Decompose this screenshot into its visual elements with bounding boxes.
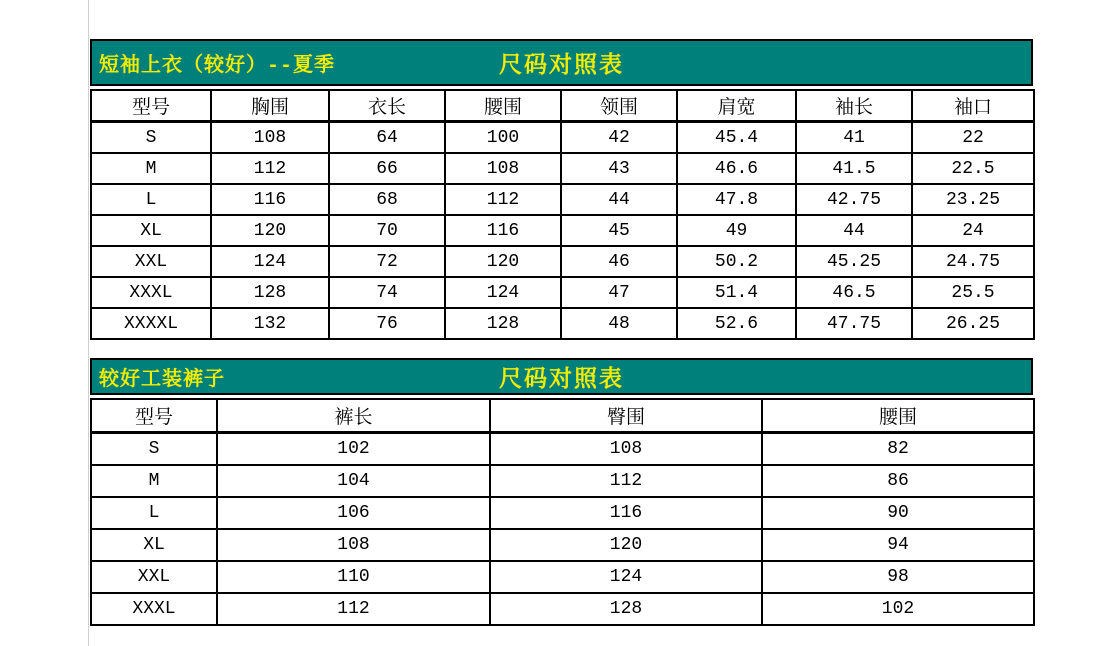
size-label-cell: XXXXL: [91, 308, 211, 339]
table-row: [91, 246, 1034, 277]
measurement-cell: 25.5: [912, 277, 1034, 308]
column-header-cell: 袖口: [912, 90, 1034, 122]
measurement-cell: 23.25: [912, 184, 1034, 215]
column-header-row: [91, 90, 1034, 122]
chart-subtitle: 尺码对照表: [499, 367, 624, 393]
table-row: [91, 122, 1034, 154]
shirt-chart-title-bar: [90, 39, 1033, 86]
column-header-row: [91, 399, 1034, 433]
measurement-cell: 24: [912, 215, 1034, 246]
measurement-cell: 94: [762, 529, 1034, 561]
table-row: [91, 277, 1034, 308]
measurement-cell: 120: [211, 215, 329, 246]
measurement-cell: 52.6: [677, 308, 796, 339]
measurement-cell: 41.5: [796, 153, 912, 184]
measurement-cell: 47: [561, 277, 677, 308]
shirt-size-chart: [90, 39, 1033, 340]
measurement-cell: 42: [561, 122, 677, 154]
measurement-cell: 70: [329, 215, 445, 246]
measurement-cell: 102: [217, 433, 490, 466]
measurement-cell: 45.25: [796, 246, 912, 277]
measurement-cell: 22: [912, 122, 1034, 154]
column-header-cell: 型号: [91, 90, 211, 122]
measurement-cell: 68: [329, 184, 445, 215]
measurement-cell: 45: [561, 215, 677, 246]
pants-chart-title-bar: [90, 358, 1033, 395]
measurement-cell: 132: [211, 308, 329, 339]
table-row: [91, 529, 1034, 561]
measurement-cell: 43: [561, 153, 677, 184]
measurement-cell: 108: [217, 529, 490, 561]
size-label-cell: XXXL: [91, 277, 211, 308]
measurement-cell: 82: [762, 433, 1034, 466]
measurement-cell: 46: [561, 246, 677, 277]
measurement-cell: 50.2: [677, 246, 796, 277]
column-header-cell: 腰围: [445, 90, 561, 122]
size-label-cell: S: [91, 122, 211, 154]
pants-size-chart: [90, 358, 1033, 626]
measurement-cell: 116: [211, 184, 329, 215]
measurement-cell: 102: [762, 593, 1034, 625]
measurement-cell: 124: [445, 277, 561, 308]
column-header-cell: 型号: [91, 399, 217, 433]
column-header-cell: 臀围: [490, 399, 762, 433]
measurement-cell: 112: [211, 153, 329, 184]
size-label-cell: L: [91, 184, 211, 215]
measurement-cell: 112: [217, 593, 490, 625]
measurement-cell: 116: [490, 497, 762, 529]
measurement-cell: 120: [445, 246, 561, 277]
size-label-cell: XXL: [91, 246, 211, 277]
table-row: [91, 308, 1034, 339]
measurement-cell: 124: [490, 561, 762, 593]
measurement-cell: 76: [329, 308, 445, 339]
table-row: [91, 433, 1034, 466]
size-label-cell: XL: [91, 529, 217, 561]
measurement-cell: 41: [796, 122, 912, 154]
size-label-cell: XXL: [91, 561, 217, 593]
measurement-cell: 74: [329, 277, 445, 308]
measurement-cell: 104: [217, 465, 490, 497]
size-label-cell: M: [91, 153, 211, 184]
measurement-cell: 90: [762, 497, 1034, 529]
measurement-cell: 108: [211, 122, 329, 154]
measurement-cell: 49: [677, 215, 796, 246]
measurement-cell: 46.5: [796, 277, 912, 308]
chart-title: 较好工装裤子: [99, 368, 225, 392]
measurement-cell: 47.8: [677, 184, 796, 215]
column-header-cell: 衣长: [329, 90, 445, 122]
measurement-cell: 98: [762, 561, 1034, 593]
measurement-cell: 22.5: [912, 153, 1034, 184]
column-header-cell: 袖长: [796, 90, 912, 122]
shirt-size-table: [90, 89, 1035, 340]
table-row: [91, 561, 1034, 593]
measurement-cell: 64: [329, 122, 445, 154]
table-row: [91, 184, 1034, 215]
chart-title: 短袖上衣（较好）--夏季: [99, 54, 336, 78]
measurement-cell: 47.75: [796, 308, 912, 339]
size-label-cell: L: [91, 497, 217, 529]
measurement-cell: 42.75: [796, 184, 912, 215]
measurement-cell: 128: [445, 308, 561, 339]
measurement-cell: 120: [490, 529, 762, 561]
column-header-cell: 裤长: [217, 399, 490, 433]
column-header-cell: 腰围: [762, 399, 1034, 433]
measurement-cell: 124: [211, 246, 329, 277]
column-header-cell: 肩宽: [677, 90, 796, 122]
measurement-cell: 100: [445, 122, 561, 154]
column-header-cell: 领围: [561, 90, 677, 122]
measurement-cell: 44: [561, 184, 677, 215]
measurement-cell: 24.75: [912, 246, 1034, 277]
table-row: [91, 215, 1034, 246]
measurement-cell: 128: [490, 593, 762, 625]
size-label-cell: XXXL: [91, 593, 217, 625]
measurement-cell: 128: [211, 277, 329, 308]
measurement-cell: 44: [796, 215, 912, 246]
chart-subtitle: 尺码对照表: [499, 53, 624, 79]
measurement-cell: 86: [762, 465, 1034, 497]
table-row: [91, 153, 1034, 184]
measurement-cell: 108: [445, 153, 561, 184]
size-label-cell: S: [91, 433, 217, 466]
gridline: [88, 0, 89, 646]
pants-size-table: [90, 398, 1035, 626]
measurement-cell: 46.6: [677, 153, 796, 184]
table-row: [91, 497, 1034, 529]
size-label-cell: XL: [91, 215, 211, 246]
table-row: [91, 465, 1034, 497]
column-header-cell: 胸围: [211, 90, 329, 122]
measurement-cell: 26.25: [912, 308, 1034, 339]
measurement-cell: 110: [217, 561, 490, 593]
measurement-cell: 51.4: [677, 277, 796, 308]
measurement-cell: 45.4: [677, 122, 796, 154]
measurement-cell: 106: [217, 497, 490, 529]
measurement-cell: 108: [490, 433, 762, 466]
measurement-cell: 112: [445, 184, 561, 215]
measurement-cell: 66: [329, 153, 445, 184]
measurement-cell: 116: [445, 215, 561, 246]
size-label-cell: M: [91, 465, 217, 497]
measurement-cell: 48: [561, 308, 677, 339]
measurement-cell: 72: [329, 246, 445, 277]
measurement-cell: 112: [490, 465, 762, 497]
table-row: [91, 593, 1034, 625]
